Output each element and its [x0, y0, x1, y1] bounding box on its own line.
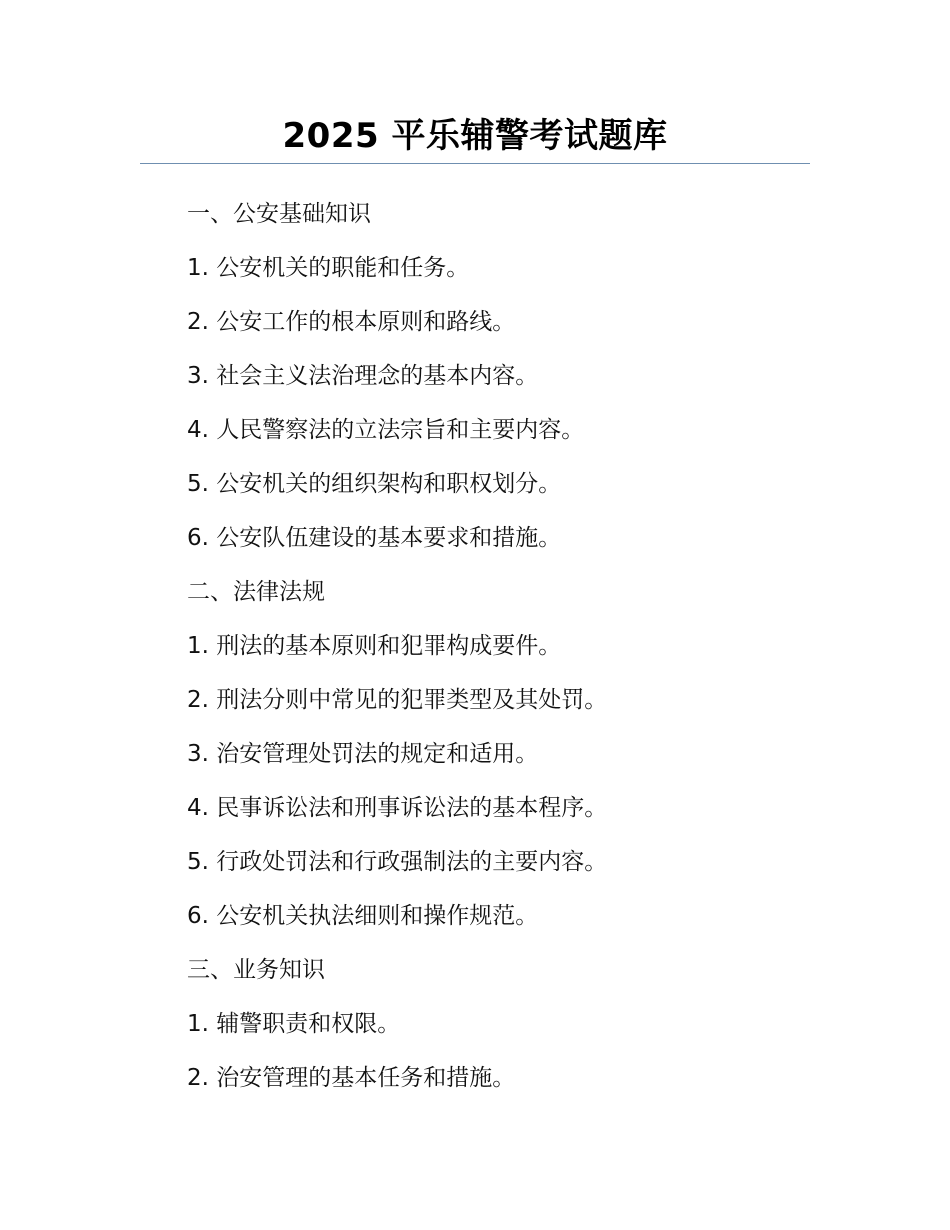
list-item: 3. 社会主义法治理念的基本内容。 — [187, 363, 539, 389]
document-title: 2025 平乐辅警考试题库 — [282, 116, 668, 156]
list-item: 1. 刑法的基本原则和犯罪构成要件。 — [187, 633, 562, 659]
list-item: 4. 人民警察法的立法宗旨和主要内容。 — [187, 417, 585, 443]
list-item: 6. 公安队伍建设的基本要求和措施。 — [187, 525, 562, 551]
section-heading-laws-regulations: 二、法律法规 — [187, 579, 325, 605]
list-item: 1. 辅警职责和权限。 — [187, 1011, 401, 1037]
list-item: 5. 行政处罚法和行政强制法的主要内容。 — [187, 849, 608, 875]
list-item: 2. 治安管理的基本任务和措施。 — [187, 1065, 516, 1091]
list-item: 5. 公安机关的组织架构和职权划分。 — [187, 471, 562, 497]
section-heading-business-knowledge: 三、业务知识 — [187, 957, 325, 983]
list-item: 2. 刑法分则中常见的犯罪类型及其处罚。 — [187, 687, 608, 713]
list-item: 3. 治安管理处罚法的规定和适用。 — [187, 741, 539, 767]
document-body — [187, 190, 787, 1108]
title-divider — [140, 163, 810, 164]
list-item: 6. 公安机关执法细则和操作规范。 — [187, 903, 539, 929]
list-item: 4. 民事诉讼法和刑事诉讼法的基本程序。 — [187, 795, 608, 821]
list-item: 2. 公安工作的根本原则和路线。 — [187, 309, 516, 335]
section-heading-public-security-basics: 一、公安基础知识 — [187, 201, 371, 227]
list-item: 1. 公安机关的职能和任务。 — [187, 255, 470, 281]
